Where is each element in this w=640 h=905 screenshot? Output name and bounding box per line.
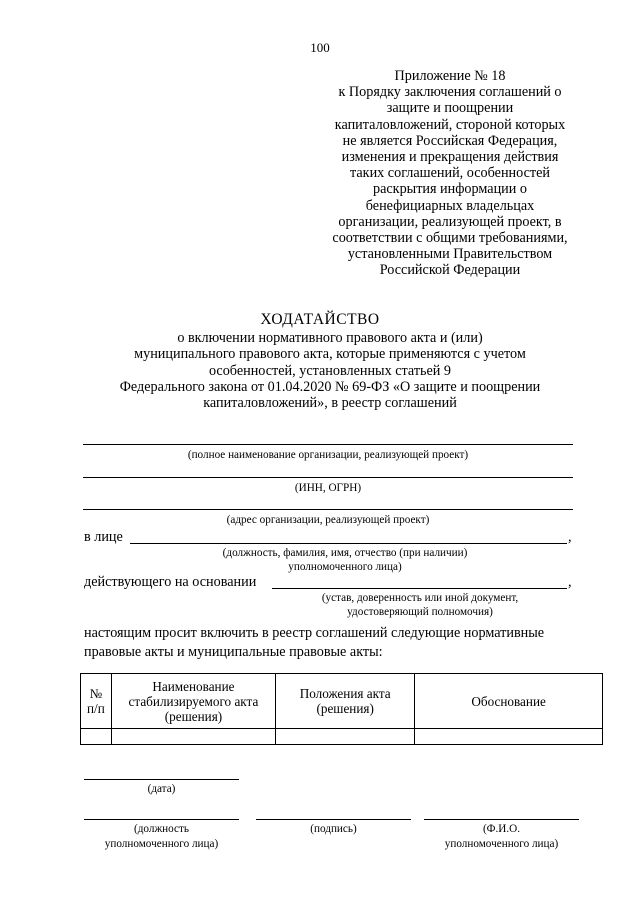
subtitle-line: особенностей, установленных статьей 9 [208,362,452,379]
header-text: Наименование [152,678,235,694]
appendix-header [312,68,588,279]
appendix-line: изменения и прекращения действия [341,149,559,166]
position-caption-2: уполномоченного лица) [104,838,219,850]
appendix-line: Российской Федерации [379,262,521,279]
table-cell[interactable] [276,729,415,745]
header-text: № [89,686,103,701]
position-caption-1: (должность [134,823,189,835]
position-field-line[interactable] [84,819,239,820]
in-person-comma: , [568,529,572,545]
appendix-line: организации, реализующей проект, в [338,213,562,230]
appendix-line: бенефициарных владельцах [365,197,535,214]
basis-document-caption-1: (устав, доверенность или иной документ, [321,592,519,604]
inn-ogrn-field-line[interactable] [83,477,573,478]
authorized-person-caption-1: (должность, фамилия, имя, отчество (при наличии) [222,547,468,559]
address-caption: (адрес организации, реализующей проект) [226,514,430,526]
table-cell[interactable] [111,729,275,745]
authorized-person-field-line[interactable] [130,543,567,544]
address-field-line[interactable] [83,509,573,510]
request-text [84,624,604,661]
header-number [81,674,112,729]
date-field-line[interactable] [84,779,239,780]
basis-document-caption-2: удостоверяющий полномочия) [347,606,493,618]
subtitle-line: муниципального правового акта, которые применяются с учетом [134,346,526,363]
acting-basis-label: действующего на основании [84,574,257,590]
org-name-field-line[interactable] [83,444,573,445]
signature-caption: (подпись) [310,823,357,835]
basis-document-field-line[interactable] [272,588,567,589]
table-cell[interactable] [81,729,112,745]
org-name-caption: (полное наименование организации, реализующей проект) [187,449,469,461]
table-row [81,729,603,745]
acts-table [80,673,603,745]
in-person-label: в лице [84,529,123,545]
request-text-line: правовые акты и муниципальные правовые акты: [84,643,383,660]
header-text: (решения) [316,701,374,716]
table-header-row [81,674,603,729]
inn-ogrn-caption: (ИНН, ОГРН) [294,482,362,494]
appendix-line: установленными Правительством [347,246,553,263]
acting-basis-comma: , [568,574,572,590]
appendix-line: не является Российская Федерация, [342,132,558,149]
appendix-line: таких соглашений, особенностей [350,165,550,182]
subtitle-line: о включении нормативного правового акта и (или) [177,330,483,346]
appendix-line: Приложение № 18 [394,68,506,84]
appendix-line: раскрытия информации о [372,181,528,198]
header-text: Обоснование [471,693,546,709]
appendix-line: к Порядку заключения соглашений о [338,84,562,101]
subtitle-line: Федерального закона от 01.04.2020 № 69-ФЗ «О защите и поощрении [119,378,541,395]
header-act-provisions [276,674,415,729]
appendix-line: капиталовложений, стороной которых [334,116,566,133]
date-caption: (дата) [147,783,176,795]
header-text: п/п [87,701,105,716]
fio-caption-1: (Ф.И.О. [482,823,521,835]
appendix-line: защите и поощрении [386,100,514,117]
signature-field-line[interactable] [256,819,411,820]
header-justification [415,674,603,729]
subtitle-line: капиталовложений», в реестр соглашений [203,395,457,412]
table-cell[interactable] [415,729,603,745]
request-text-line: настоящим просит включить в реестр соглашений следующие нормативные [84,625,545,641]
header-text: стабилизируемого акта [128,693,259,709]
document-title: ХОДАТАЙСТВО [260,311,380,328]
header-text: Положения акта [299,686,391,701]
page-number: 100 [310,40,330,55]
authorized-person-caption-2: уполномоченного лица) [288,561,402,573]
header-act-name [111,674,275,729]
fio-caption-2: уполномоченного лица) [444,838,559,850]
appendix-line: соответствии с общими требованиями, [332,230,568,247]
document-subtitle [60,330,600,411]
fio-field-line[interactable] [424,819,579,820]
header-text: (решения) [164,708,223,724]
